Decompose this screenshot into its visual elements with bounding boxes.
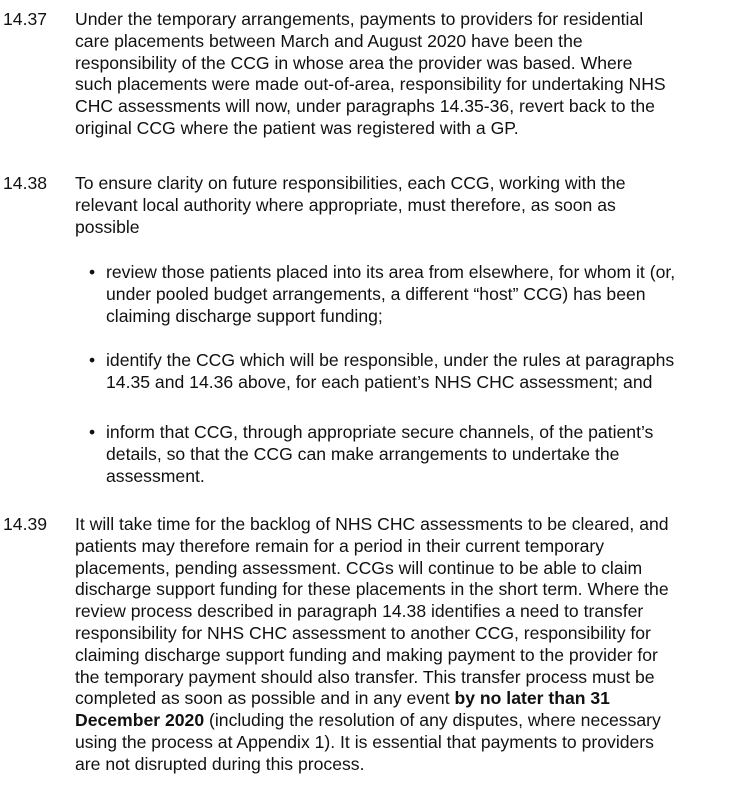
list-item-text [106,262,746,327]
text-line: 14.35 and 14.36 above, for each patient’s NHS CHC assessment; and [106,371,653,392]
text-line: placements, pending assessment. CCGs will continue to be able to claim [75,557,643,578]
text-line: responsibility of the CCG in whose area the provider was based. Where [75,52,633,73]
text-run: completed as soon as possible and in any event [75,688,455,709]
bold-deadline-text: by no later than 31 [454,688,610,709]
text-line: CHC assessments will now, under paragraphs 14.35-36, revert back to the [75,96,655,117]
text-line: original CCG where the patient was registered with a GP. [75,117,519,138]
text-line: under pooled budget arrangements, a different “host” CCG) has been [106,283,646,304]
paragraph-text [75,9,745,140]
text-line: It will take time for the backlog of NHS CHC assessments to be cleared, and [75,514,669,534]
text-line: To ensure clarity on future responsibilities, each CCG, working with the [75,173,626,193]
text-line: using the process at Appendix 1). It is essential that payments to providers [75,731,654,752]
text-line: identify the CCG which will be responsible, under the rules at paragraphs [106,350,675,370]
text-line: care placements between March and August 2020 have been the [75,30,583,51]
text-run: (including the resolution of any disputes, where necessary [204,710,661,731]
paragraph-number: 14.37 [3,9,48,29]
text-line: are not disrupted during this process. [75,753,365,774]
text-line [75,710,745,732]
text-line: claiming discharge support funding; [106,305,383,326]
text-line: details, so that the CCG can make arrangements to undertake the [106,443,620,464]
bullet-glyph: • [89,262,96,282]
text-line: review process described in paragraph 14.38 identifies a need to transfer [75,601,644,622]
paragraph-text [75,173,745,238]
paragraph-number: 14.38 [3,173,48,193]
bullet-glyph: • [89,350,96,370]
bullet-glyph: • [89,422,96,442]
text-line: possible [75,216,140,237]
text-line: discharge support funding for these placements in the short term. Where the [75,579,669,600]
list-item-text [106,350,746,394]
list-item-text [106,422,746,487]
text-line: inform that CCG, through appropriate secure channels, of the patient’s [106,422,654,442]
text-line: patients may therefore remain for a period in their current temporary [75,535,605,556]
text-line: review those patients placed into its area from elsewhere, for whom it (or, [106,262,676,282]
text-line: assessment. [106,465,205,486]
text-line: claiming discharge support funding and making payment to the provider for [75,644,658,665]
text-line [75,688,745,710]
text-line: the temporary payment should also transfer. This transfer process must be [75,666,655,687]
text-line: such placements were made out-of-area, responsibility for undertaking NHS [75,74,666,95]
text-line: Under the temporary arrangements, payments to providers for residential [75,9,644,29]
text-line: responsibility for NHS CHC assessment to another CCG, responsibility for [75,622,651,643]
paragraph-text [75,514,745,776]
text-line: relevant local authority where appropriate, must therefore, as soon as [75,194,616,215]
paragraph-number: 14.39 [3,514,48,534]
bold-deadline-text: December 2020 [75,710,205,731]
